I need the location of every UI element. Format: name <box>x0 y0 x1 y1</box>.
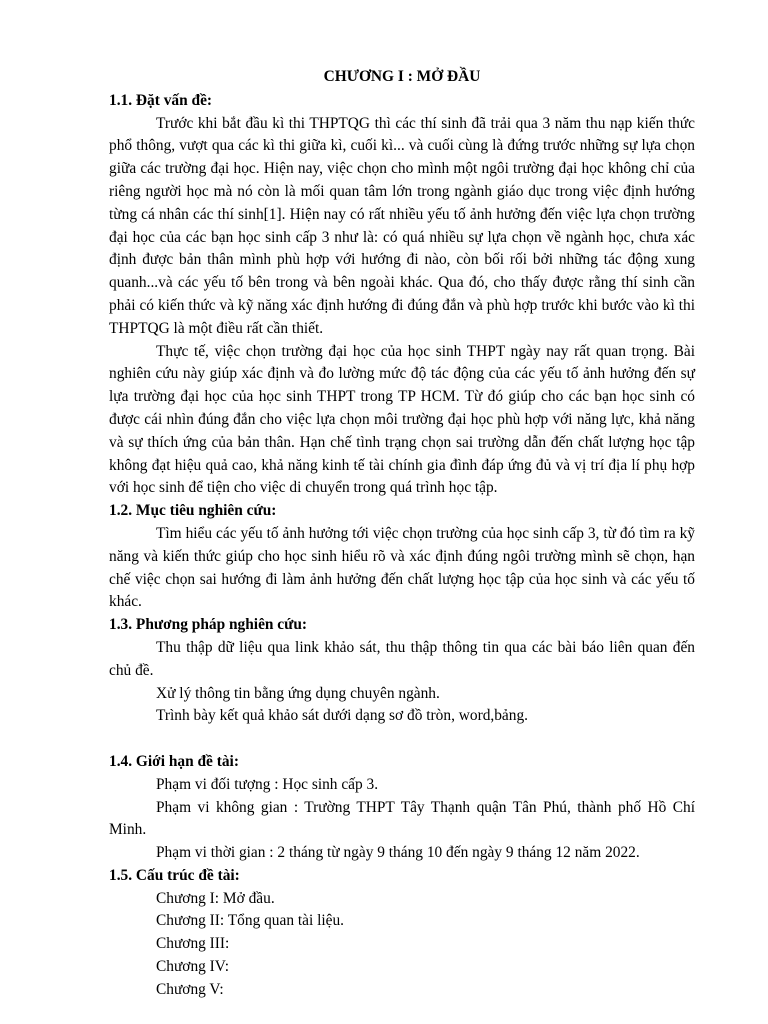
section-1-5 <box>109 865 695 1002</box>
blank-line <box>109 728 695 751</box>
chapter-list <box>109 888 695 1002</box>
paragraph: Phạm vi không gian : Trường THPT Tây Thạnh quận Tân Phú, thành phố Hồ Chí Minh. <box>109 798 695 839</box>
section-heading: 1.2. Mục tiêu nghiên cứu: <box>109 502 277 520</box>
section-heading: 1.5. Cấu trúc đề tài: <box>109 866 240 884</box>
paragraph: Trình bày kết quả khảo sát dưới dạng sơ đồ tròn, word,bảng. <box>156 707 529 725</box>
section-1-1 <box>109 90 695 500</box>
section-1-3 <box>109 614 695 728</box>
list-item: Chương I: Mở đầu. <box>156 889 275 907</box>
paragraph: Thu thập dữ liệu qua link khảo sát, thu thập thông tin qua các bài báo liên quan đến chủ đề. <box>109 638 695 679</box>
section-heading: 1.4. Giới hạn đề tài: <box>109 752 239 770</box>
paragraph: Xử lý thông tin bằng ứng dụng chuyên ngành. <box>156 684 440 702</box>
list-item: Chương IV: <box>156 958 230 976</box>
list-item: Chương II: Tổng quan tài liệu. <box>156 912 345 930</box>
list-item: Chương V: <box>156 980 224 998</box>
paragraph: Tìm hiểu các yếu tố ảnh hưởng tới việc chọn trường của học sinh cấp 3, từ đó tìm ra kỹ năng và kiến thức giúp cho học sinh hiểu rõ và xác định đúng ngôi trường mình sẽ chọn, hạn chế việc chọn sai hướng đi làm ảnh hưởng đến chất lượng học tập của học sinh và các yếu tố khác. <box>109 524 695 611</box>
section-heading: 1.3. Phương pháp nghiên cứu: <box>109 616 308 634</box>
paragraph: Phạm vi thời gian : 2 tháng từ ngày 9 tháng 10 đến ngày 9 tháng 12 năm 2022. <box>156 844 640 862</box>
section-heading: 1.1. Đặt vấn đề: <box>109 91 213 109</box>
section-1-4 <box>109 751 695 865</box>
paragraph: Thực tế, việc chọn trường đại học của học sinh THPT ngày nay rất quan trọng. Bài nghiên cứu này giúp xác định và đo lường mức độ tác động của các yếu tố ảnh hưởng đến sự lựa trường đại học của học sinh THPT trong TP HCM. Từ đó giúp cho các bạn học sinh có được cái nhìn đúng đắn cho việc lựa chọn môi trường đại học phù hợp với năng lực, khả năng và sự thích ứng của bản thân. Hạn chế tình trạng chọn sai trường dẫn đến chất lượng học tập không đạt hiệu quả cao, khả năng kinh tế tài chính gia đình đáp ứng đủ và vị trí địa lí phụ hợp với học sinh để tiện cho việc di chuyển trong quá trình học tập. <box>109 342 695 497</box>
paragraph: Trước khi bắt đầu kì thi THPTQG thì các thí sinh đã trải qua 3 năm thu nạp kiến thức phổ thông, vượt qua các kì thi giữa kì, cuối kì... và cuối cùng là đứng trước những sự lựa chọn giữa các trường đại học. Hiện nay, việc chọn cho mình một ngôi trường đại học không chỉ của riêng người học mà nó còn là mối quan tâm lớn trong ngành giáo dục trong việc định hướng từng cá nhân các thí sinh[1]. Hiện nay có rất nhiều yếu tố ảnh hưởng đến việc lựa chọn trường đại học của các bạn học sinh cấp 3 như là: có quá nhiều sự lựa chọn về ngành học, chưa xác định được bản thân mình phù hợp với hướng đi nào, còn bối rối bởi những tác động xung quanh...và các yếu tố bên trong và bên ngoài khác. Qua đó, cho thấy được rằng thí sinh cần phải có kiến thức và kỹ năng xác định hướng đi đúng đắn và phù hợp trước khi bước vào kì thi THPTQG là một điều rất cần thiết. <box>109 114 695 337</box>
section-1-2 <box>109 500 695 614</box>
paragraph: Phạm vi đối tượng : Học sinh cấp 3. <box>156 775 379 793</box>
list-item: Chương III: <box>156 935 230 953</box>
chapter-title: CHƯƠNG I : MỞ ĐẦU <box>323 68 481 85</box>
